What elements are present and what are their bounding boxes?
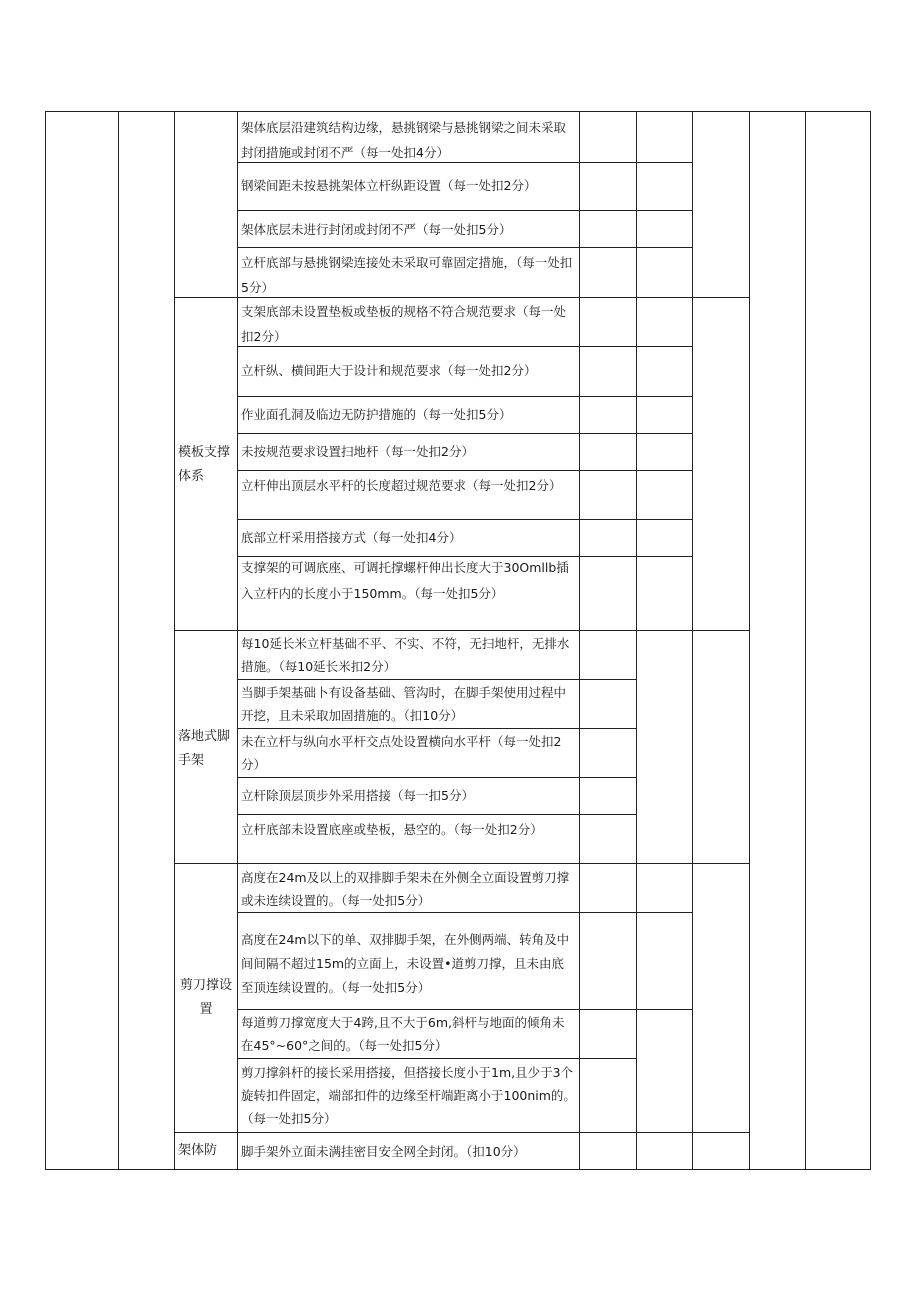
table-row-item: 立杆除顶层顶步外采用搭接（每一扣5分） — [241, 788, 474, 803]
row-divider — [237, 679, 637, 680]
table-row-item: 钢梁间距未按悬挑架体立杆纵距设置（每一处扣2分） — [241, 178, 537, 193]
row-divider — [237, 1058, 637, 1059]
table-row-item: 立杆纵、横间距大于设计和规范要求（每一处扣2分） — [241, 363, 537, 378]
table-row-item: 高度在24m以下的单、双排脚手架，在外侧两端、转角及中间间隔不超过15m的立面上，未设置•道剪刀撑，且未由底至顶连续设置的。（每一处扣5分） — [241, 932, 570, 995]
table-row-item: 立杆底部与悬挑钢梁连接处未采取可靠固定措施，（每一处扣5分） — [241, 255, 573, 295]
table-row-item: 作业面孔洞及临边无防护措施的（每一处扣5分） — [241, 407, 512, 422]
column-divider — [692, 111, 693, 1170]
row-divider — [237, 814, 637, 815]
column-divider — [579, 111, 580, 1170]
table-bottom-border — [45, 1169, 871, 1170]
column-divider — [749, 111, 750, 1170]
row-divider — [237, 728, 637, 729]
table-row-item: 架体底层沿建筑结构边缘，悬挑钢梁与悬挑钢梁之间未采取封闭措施或封闭不严（每一处扣4分） — [241, 120, 567, 160]
row-divider — [237, 210, 693, 211]
table-row-item: 脚手架外立面未满挂密目安全网全封闭。（扣10分） — [241, 1144, 526, 1159]
row-divider — [174, 630, 750, 631]
category-label: 落地式脚手架 — [178, 729, 231, 768]
row-divider — [237, 519, 693, 520]
category-label: 架体防 — [178, 1143, 218, 1158]
row-divider — [237, 912, 693, 913]
column-divider — [805, 111, 806, 1170]
row-divider — [237, 433, 693, 434]
row-divider — [174, 1132, 750, 1133]
table-row-item: 当脚手架基础卜有设备基础、管沟时，在脚手架使用过程中开挖，且未采取加固措施的。（扣10分） — [241, 685, 567, 723]
row-divider — [237, 1009, 693, 1010]
table-row-item: 立杆伸出顶层水平杆的长度超过规范要求（每一处扣2分） — [241, 478, 562, 493]
row-divider — [237, 247, 693, 248]
column-divider — [636, 111, 637, 1170]
row-divider — [237, 777, 637, 778]
table-row-item: 每10延长米立杆基础不平、不实、不符，无扫地杆，无排水措施。（每10延长米扣2分） — [241, 636, 570, 674]
table-row-item: 支架底部未设置垫板或垫板的规格不符合规范要求（每一处扣2分） — [241, 304, 567, 344]
table-row-item: 架体底层未进行封闭或封闭不严（每一处扣5分） — [241, 222, 512, 237]
table-right-border — [870, 111, 871, 1170]
table-row-item: 底部立杆采用搭接方式（每一处扣4分） — [241, 530, 462, 545]
table-row-item: 每道剪刀撑宽度大于4跨,且不大于6m,斜杆与地面的倾角未在45°~60°之间的。（每一处扣5分） — [241, 1015, 565, 1053]
column-divider — [118, 111, 119, 1170]
table-row-item: 未按规范要求设置扫地杆（每一处扣2分） — [241, 444, 474, 459]
table-left-border — [45, 111, 46, 1170]
category-label: 剪刀撑设置 — [179, 978, 232, 1017]
row-divider — [237, 470, 693, 471]
row-divider — [237, 396, 693, 397]
table-row-item: 高度在24m及以上的双排脚手架未在外侧全立面设置剪刀撑或未连续设置的。（每一处扣5分） — [241, 870, 570, 908]
table-top-border — [45, 111, 871, 112]
table-row-item: 剪刀撑斜杆的接长采用搭接，但搭接长度小于1m,且少于3个旋转扣件固定，端部扣件的边缘至杆端距离小于100nim的。（每一处扣5分） — [241, 1065, 576, 1126]
table-row-item: 未在立杆与纵向水平杆交点处设置横向水平杆（每一处扣2分） — [241, 734, 562, 772]
category-label: 模板支撑体系 — [178, 445, 231, 484]
table-row-item: 支撑架的可调底座、可调托撑螺杆伸出长度大于30Omllb插入立杆内的长度小于150mm。（每一处扣5分） — [241, 560, 569, 601]
row-divider — [174, 863, 750, 864]
table-row-item: 立杆底部未设置底座或垫板，悬空的。（每一处扣2分） — [241, 822, 543, 837]
